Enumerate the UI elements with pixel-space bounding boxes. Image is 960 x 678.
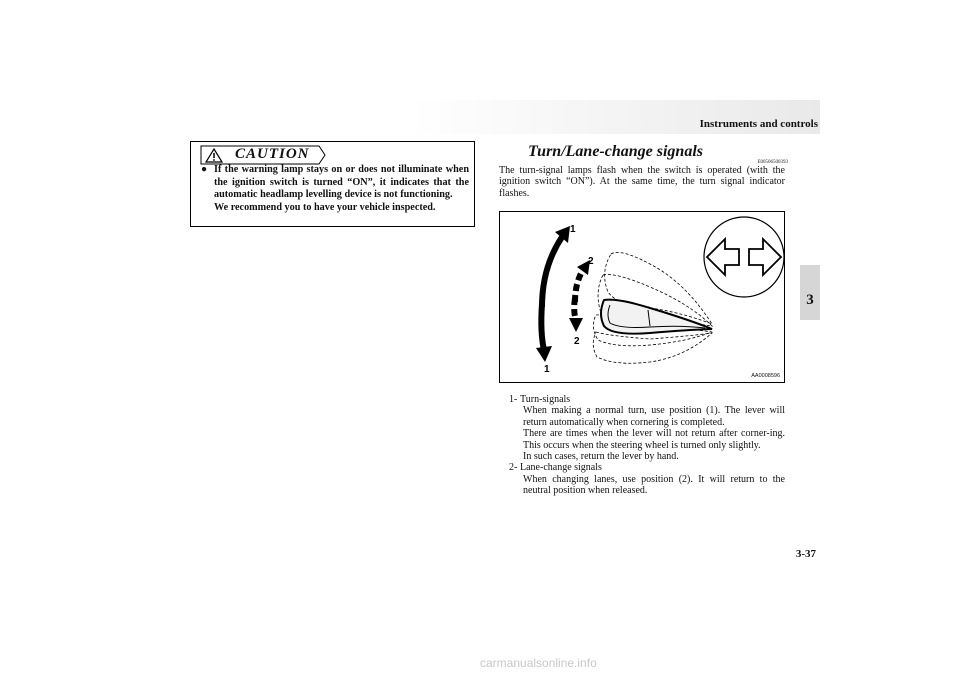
label-lower-1: 1 (544, 364, 550, 375)
caution-title: CAUTION (235, 146, 310, 162)
section-code: E00506500393 (757, 160, 788, 165)
legend-item (509, 462, 785, 496)
caution-box (190, 141, 475, 227)
caution-header (197, 145, 321, 163)
legend-description: When making a normal turn, use position (1). The lever will return automatically when cornering is completed. (523, 405, 785, 428)
legend-item (509, 394, 785, 462)
legend-description: When changing lanes, use position (2). It will return to the neutral position when released. (523, 473, 785, 497)
header-title: Instruments and controls (699, 118, 818, 130)
caution-warning-text: If the warning lamp stays on or does not illuminate when the ignition switch is turned “ON”, it indicates that the automatic headlamp levelling device is not functioning. (214, 164, 469, 201)
section-title: Turn/Lane-change signals (528, 143, 703, 160)
turn-signal-figure (499, 211, 785, 383)
watermark: carmanualsonline.info (480, 656, 597, 670)
legend-description: In such cases, return the lever by hand. (523, 451, 679, 463)
label-lower-2: 2 (574, 336, 580, 347)
legend-number: 1- (509, 394, 518, 405)
legend-label: Lane-change signals (520, 462, 602, 474)
label-upper-2: 2 (588, 256, 594, 267)
warning-triangle-icon (206, 149, 222, 162)
legend-description: There are times when the lever will not return after corner-ing. This occurs when the steering wheel is turned only slightly. (523, 428, 785, 451)
legend-list (509, 394, 785, 497)
bullet-icon: ● (201, 164, 208, 175)
caution-text (201, 164, 469, 214)
label-upper-1: 1 (570, 224, 576, 235)
section-body: The turn-signal lamps flash when the switch is operated (with the ignition switch “ON”). At the same time, the turn signal indicator flashes. (499, 165, 785, 199)
figure-code: AA0008596 (751, 373, 780, 379)
turn-signal-lever-illustration (500, 212, 786, 384)
chapter-tab-number: 3 (806, 292, 814, 308)
page-number: 3-37 (795, 548, 816, 560)
caution-recommendation-text: We recommend you to have your vehicle inspected. (214, 201, 436, 213)
turn-signal-indicator-icon (704, 217, 784, 297)
legend-number: 2- (509, 462, 518, 474)
legend-label: Turn-signals (520, 394, 571, 405)
